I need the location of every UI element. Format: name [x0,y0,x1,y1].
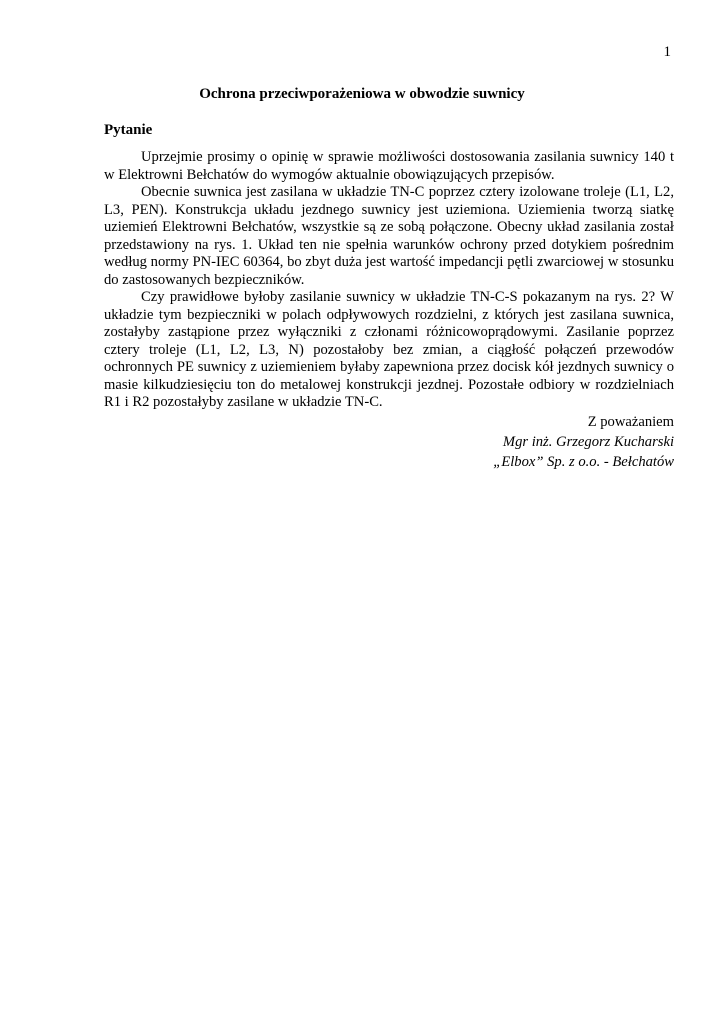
paragraph-2: Obecnie suwnica jest zasilana w układzie TN-C poprzez cztery izolowane troleje (L1, L2, L3, PEN). Konstrukcja układu jezdnego suwnicy jest uziemiona. Uziemienia tworzą siatkę uziemień Elektrowni Bełchatów, wszystkie są ze sobą połączone. Obecny układ zasilania został przedstawiony na rys. 1. Układ ten nie spełnia warunków ochrony przed dotykiem pośrednim według normy PN-IEC 60364, bo zbyt duża jest wartość impedancji pętli zwarciowej w stosunku do zastosowanych bezpieczników. [104,184,674,288]
body-text [104,149,674,472]
section-heading: Pytanie [104,122,153,138]
signature-block [104,412,674,472]
page-number: 1 [663,44,671,60]
signature-closing: Z poważaniem [587,413,674,430]
signature-name: Mgr inż. Grzegorz Kucharski [502,433,674,450]
paragraph-3: Czy prawidłowe byłoby zasilanie suwnicy w układzie TN-C-S pokazanym na rys. 2? W układzie tym bezpieczniki w polach odpływowych rozdzielni, z których jest zasilana suwnica, zostałyby zastąpione przez wyłączniki z członami różnicowoprądowymi. Zasilanie poprzez cztery troleje (L1, L2, L3, N) pozostałoby bez zmian, a ciągłość połączeń przewodów ochronnych PE suwnicy z uziemieniem byłaby zapewniona przez docisk kół jezdnych suwnicy o masie kilkudziesięciu ton do metalowej konstrukcji jezdnej. Pozostałe odbiory w rozdzielniach R1 i R2 pozostałyby zasilane w układzie TN-C. [104,289,674,410]
signature-company: „Elbox” Sp. z o.o. - Bełchatów [493,453,674,470]
document-title: Ochrona przeciwporażeniowa w obwodzie suwnicy [199,86,525,102]
paragraph-1: Uprzejmie prosimy o opinię w sprawie możliwości dostosowania zasilania suwnicy 140 t w Elektrowni Bełchatów do wymogów aktualnie obowiązujących przepisów. [104,149,674,183]
